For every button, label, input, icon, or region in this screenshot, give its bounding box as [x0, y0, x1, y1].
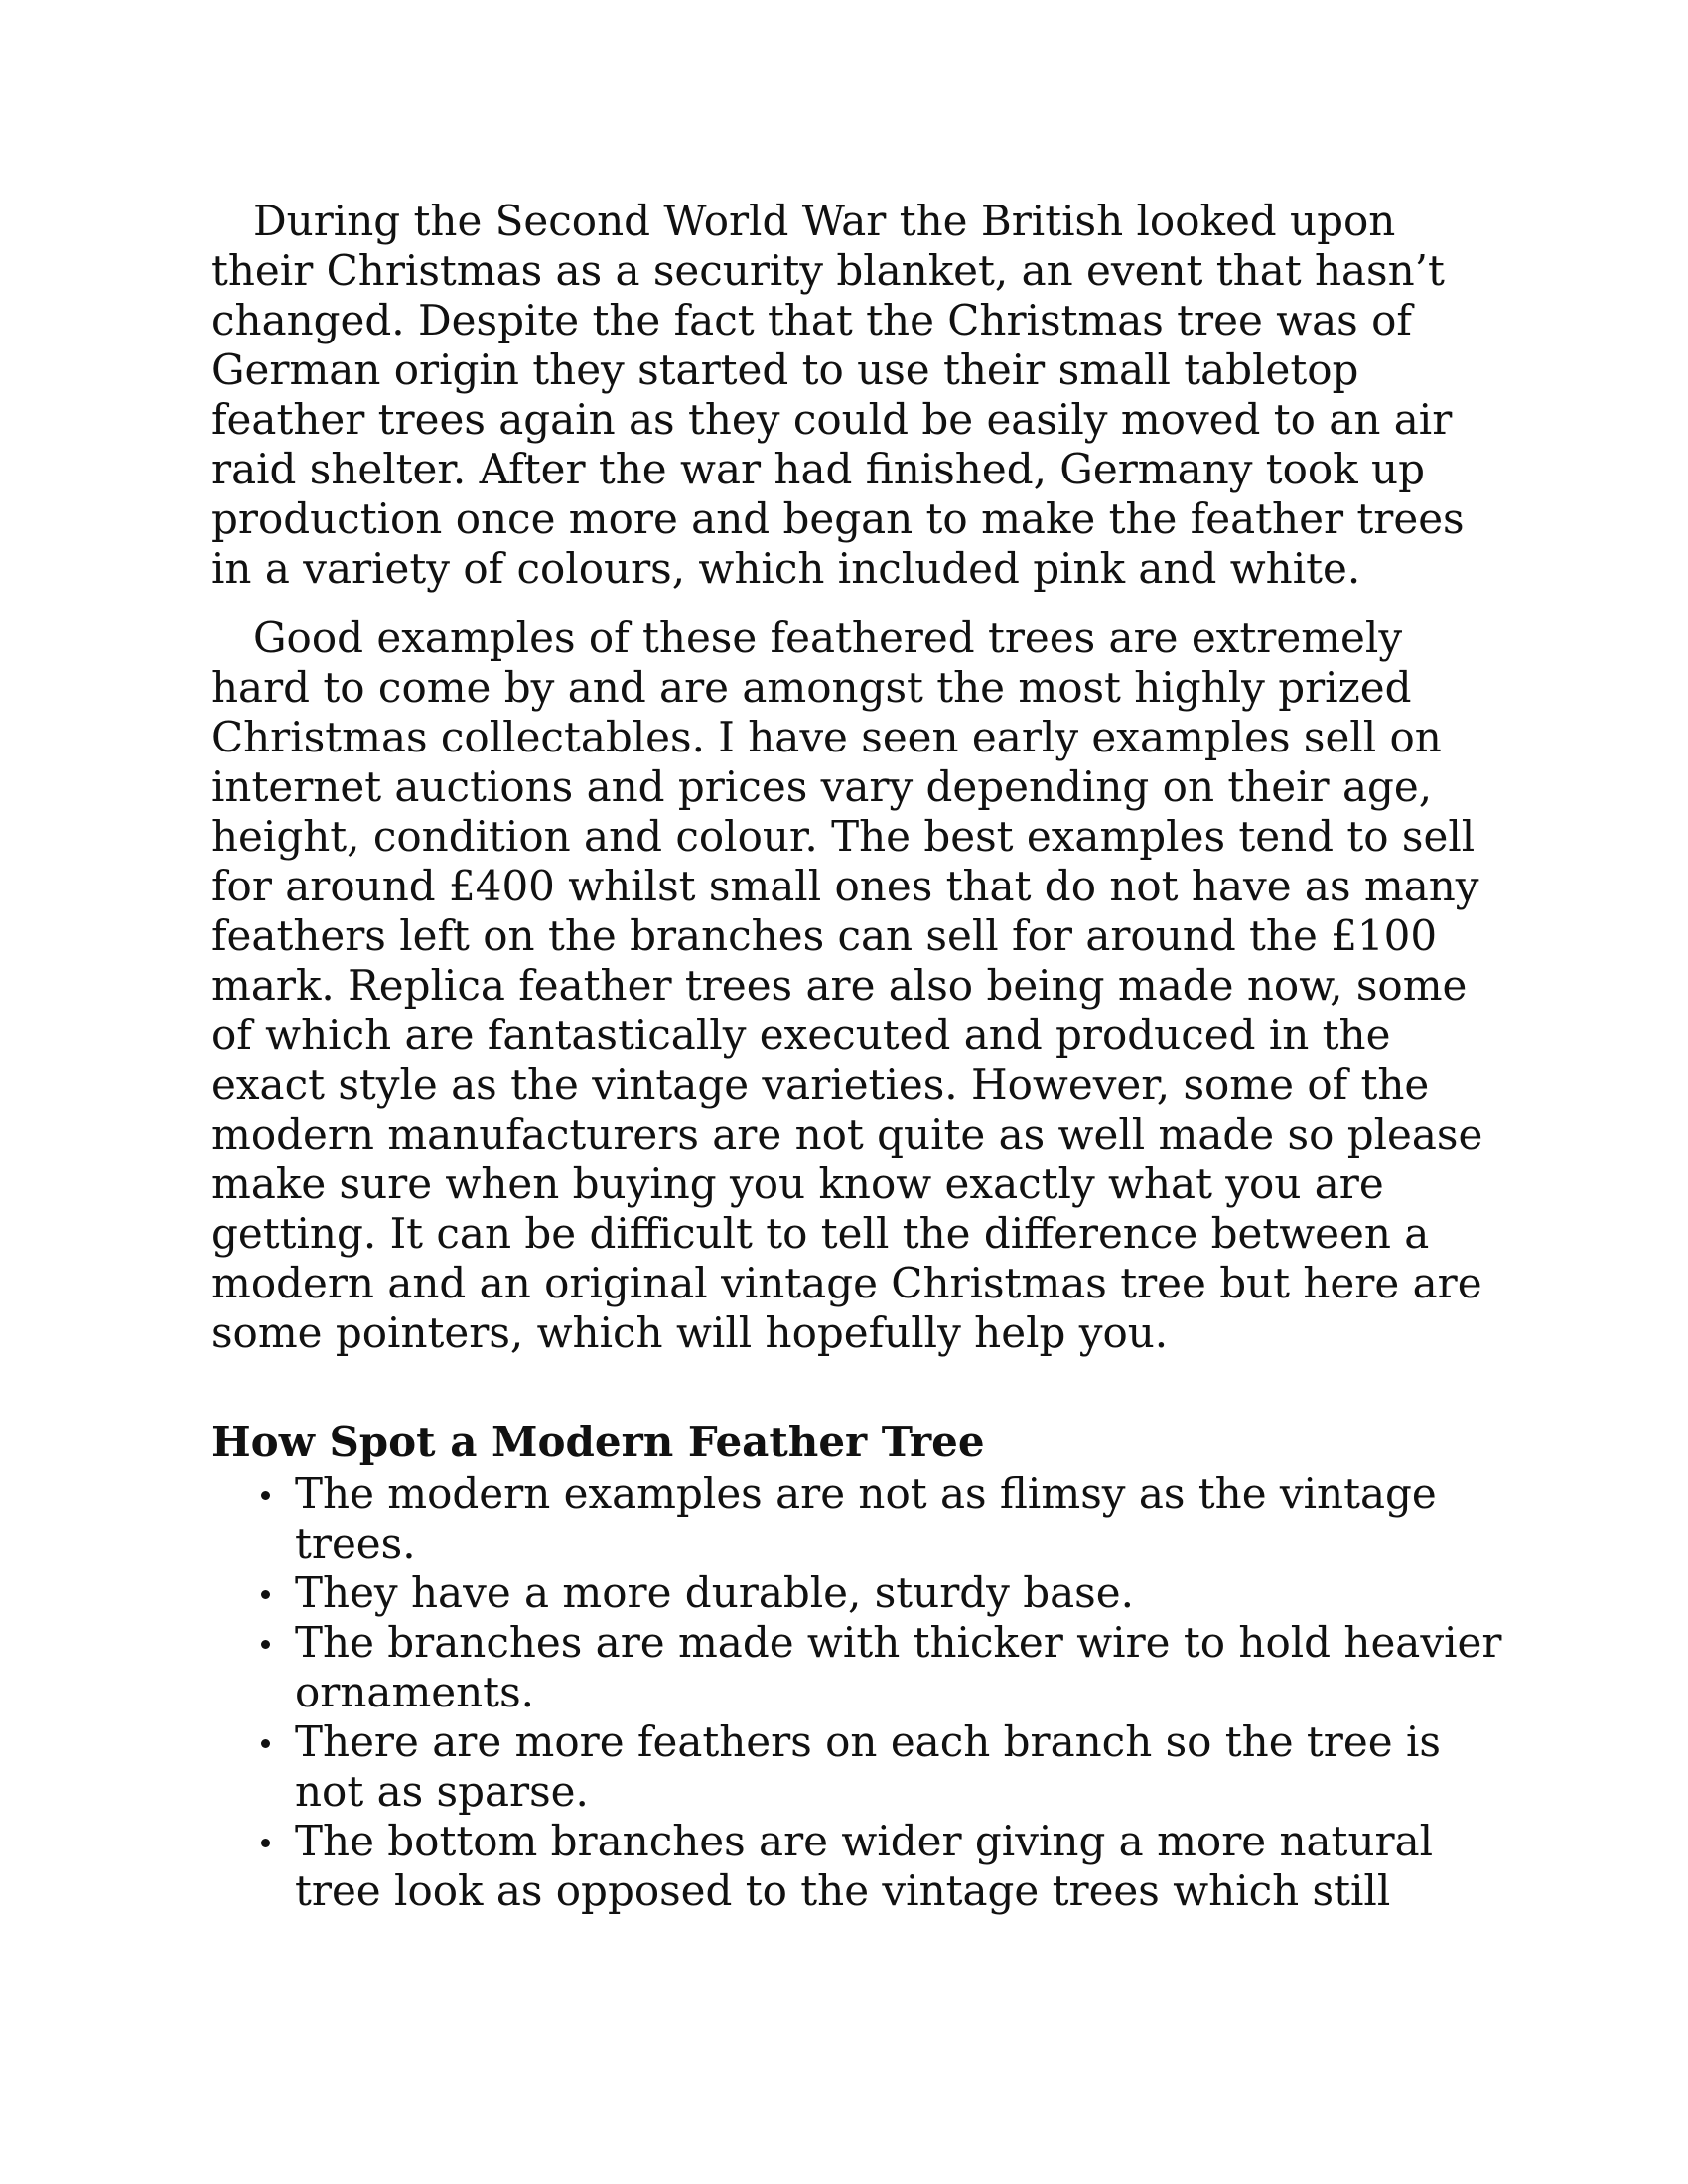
- bullet-icon: [261, 1839, 270, 1847]
- bullet-icon: [261, 1739, 270, 1748]
- bullet-list: [211, 1469, 1502, 1916]
- list-item: [295, 1469, 1502, 1569]
- paragraph-wartime-christmas: During the Second World War the British looked upon their Christmas as a security blanket, an event that hasn’t changed. Despite the fact that the Christmas tree was of German origin they started to use their small tabletop feather trees again as they could be easily moved to an air raid shelter. After the war had finished, Germany took up production once more and began to make the feather trees in a variety of colours, which included pink and white.: [211, 197, 1465, 593]
- list-item-text: There are more feathers on each branch so the tree is not as sparse.: [295, 1717, 1441, 1816]
- list-item-text: The modern examples are not as flimsy as the vintage trees.: [295, 1469, 1437, 1568]
- list-item-text: The bottom branches are wider giving a more natural tree look as opposed to the vintage trees which still: [295, 1817, 1434, 1915]
- document-page: [211, 197, 1502, 1916]
- list-item: [295, 1717, 1502, 1817]
- bullet-icon: [261, 1491, 270, 1500]
- list-item: [295, 1618, 1502, 1717]
- list-item: [295, 1817, 1502, 1916]
- list-item-text: They have a more durable, sturdy base.: [295, 1569, 1134, 1617]
- list-item-text: The branches are made with thicker wire to hold heavier ornaments.: [295, 1618, 1502, 1716]
- paragraph-feather-tree-collecting: Good examples of these feathered trees are extremely hard to come by and are amongst the most highly prized Christmas collectables. I have seen early examples sell on internet auctions and prices vary depending on their age, height, condition and colour. The best examples tend to sell for around £400 whilst small ones that do not have as many feathers left on the branches can sell for around the £100 mark. Replica feather trees are also being made now, some of which are fantastically executed and produced in the exact style as the vintage varieties. However, some of the modern manufacturers are not quite as well made so please make sure when buying you know exactly what you are getting. It can be difficult to tell the difference between a modern and an original vintage Christmas tree but here are some pointers, which will hopefully help you.: [211, 614, 1483, 1357]
- list-item: [295, 1569, 1502, 1618]
- bullet-icon: [261, 1590, 270, 1599]
- bullet-icon: [261, 1640, 270, 1649]
- section-heading: How Spot a Modern Feather Tree: [211, 1418, 985, 1466]
